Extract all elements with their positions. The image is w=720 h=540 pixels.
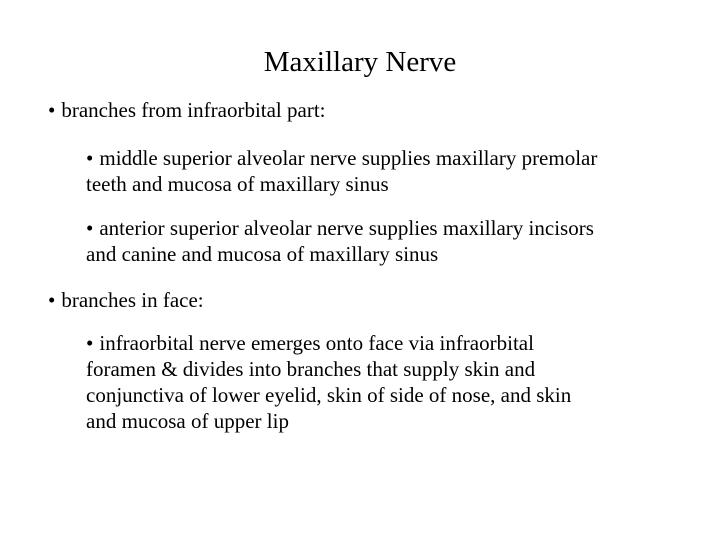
sub-bullet-line: • middle superior alveolar nerve supplies maxillary premolar (86, 146, 598, 170)
bullet-branches-in-face (48, 287, 204, 314)
sub-bullet-line: • anterior superior alveolar nerve supplies maxillary incisors (86, 216, 594, 240)
sub-bullet-line: conjunctiva of lower eyelid, skin of side of nose, and skin (86, 383, 572, 407)
bullet-icon: • (86, 146, 94, 170)
bullet-icon: • (86, 331, 94, 355)
sub-bullet-line: teeth and mucosa of maxillary sinus (86, 172, 389, 196)
bullet-text: branches from infraorbital part: (61, 98, 326, 122)
sub-bullet-line: and canine and mucosa of maxillary sinus (86, 242, 439, 266)
sub-bullet-line: foramen & divides into branches that supply skin and (86, 357, 536, 381)
sub-bullet-anterior-superior-alveolar (86, 215, 686, 267)
bullet-icon: • (48, 288, 56, 312)
sub-bullet-middle-superior-alveolar (86, 145, 686, 197)
bullet-icon: • (48, 98, 56, 122)
bullet-branches-infraorbital-part (48, 97, 326, 124)
sub-bullet-infraorbital-nerve (86, 330, 686, 434)
bullet-icon: • (86, 216, 94, 240)
sub-bullet-line: and mucosa of upper lip (86, 409, 289, 433)
bullet-text: branches in face: (61, 288, 204, 312)
sub-bullet-line: • infraorbital nerve emerges onto face via infraorbital (86, 331, 534, 355)
slide-title: Maxillary Nerve (263, 46, 457, 78)
